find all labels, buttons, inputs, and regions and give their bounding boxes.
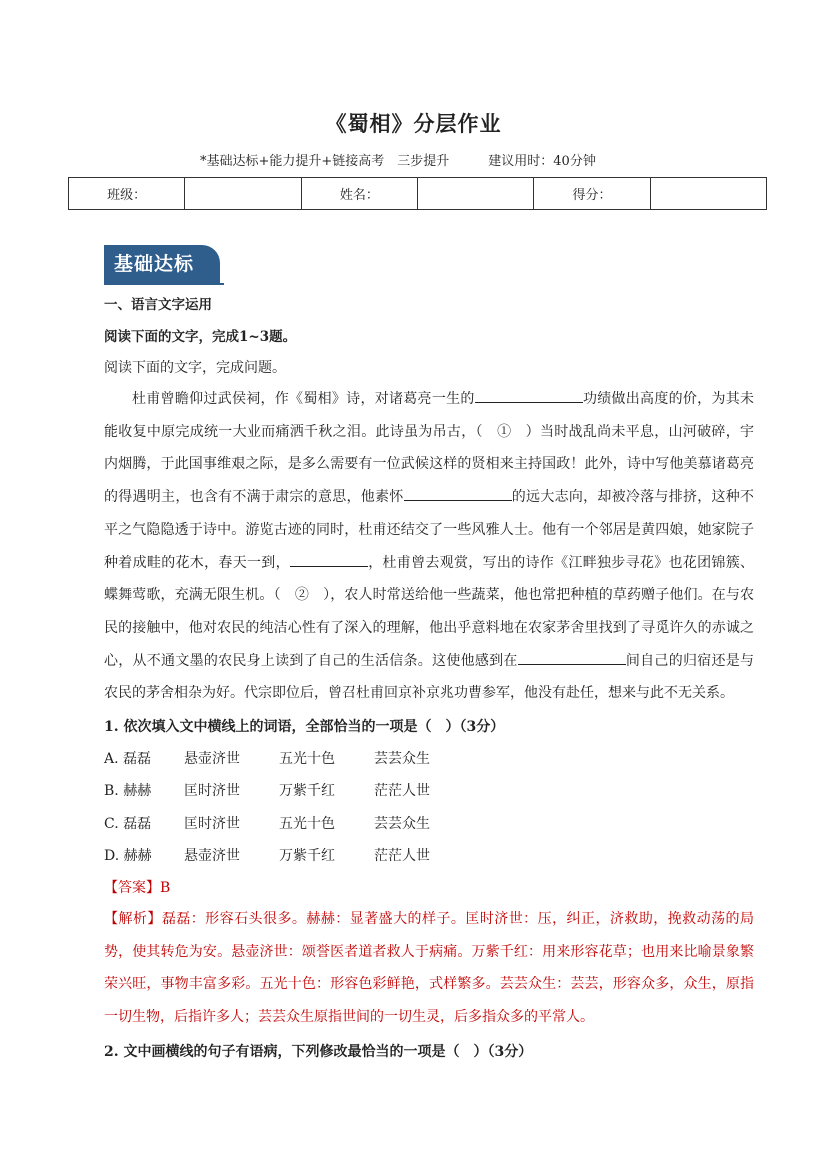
instruction-secondary: 阅读下面的文字，完成问题。 bbox=[104, 360, 286, 376]
option-b-4: 茫茫人世 bbox=[374, 783, 430, 799]
section-banner bbox=[104, 245, 220, 283]
passage-text-1: 杜甫曾瞻仰过武侯祠，作《蜀相》诗，对诸葛亮一生的 bbox=[132, 391, 475, 407]
option-d-2: 悬壶济世 bbox=[184, 848, 240, 864]
option-a-3: 五光十色 bbox=[279, 751, 335, 767]
passage-text-3: 的远大志向，却被冷落与排挤，这种不平之气隐隐透于诗中。游览古迹的同时，杜甫还结交了一些风雅人士。他有一个邻居是黄四娘，她家院子种着成畦的花木，春天一到， bbox=[104, 489, 755, 571]
name-field[interactable] bbox=[417, 178, 533, 210]
passage-text-5: 间自己的归宿还是与农民的茅舍相杂为好。代宗即位后，曾召杜甫回京补京兆功曹参军，他没有赴任，想来与此不无关系。 bbox=[104, 652, 755, 702]
explanation: 【解析】磊磊：形容石头很多。赫赫：显著盛大的样子。匡时济世：压，纠正，济救助，挽救动荡的局势，使其转危为安。悬壶济世：颂誉医者道者救人于病痛。万紫千红：用来形容花草；也用来比喻景象繁荣兴旺，事物丰富多彩。五光十色：形容色彩鲜艳，式样繁多。芸芸众生：芸芸，形容众多，众生，原指一切生物，后指许多人；芸芸众生原指世间的一切生灵，后多指众多的平常人。 bbox=[104, 911, 754, 1025]
passage-text-2: 功绩做出高度的价，为其未能收复中原完成统一大业而痛洒千秋之泪。此诗虽为吊古，（ ① ）当时战乱尚未平息，山河破碎，宇内烟腾，于此国事维艰之际，是多么需要有一位武候这样的贤相来主持国政！此外，诗中写他美慕诸葛亮的得遇明主，也含有不满于肃宗的意思，他素怀 bbox=[104, 391, 755, 506]
passage-text-4: ，杜甫曾去观赏，写出的诗作《江畔独步寻花》也花团锦簇、蝶舞莺歌，充满无限生机。（ ② ），农人时常送给他一些蔬菜，他也常把种植的草药赠子他们。在与农民的接触中，他对农民的纯洁心性有了深入的理解，他出乎意料地在农家茅舍里找到了寻觅许久的赤诚之心，从不通文墨的农民身上读到了自己的生活信条。这使他感到在 bbox=[104, 554, 755, 669]
name-label: 姓名： bbox=[301, 178, 417, 210]
question-2: 2. 文中画横线的句子有语病，下列修改最恰当的一项是（ ）（3分） bbox=[104, 1044, 533, 1060]
option-b-3: 万紫千红 bbox=[279, 783, 335, 799]
class-field[interactable] bbox=[185, 178, 301, 210]
page-title: 《蜀相》分层作业 bbox=[325, 111, 502, 136]
option-a-2: 悬壶济世 bbox=[184, 751, 240, 767]
option-c-1: C. 磊磊 bbox=[104, 816, 152, 832]
score-label: 得分： bbox=[534, 178, 650, 210]
option-b-1: B. 赫赫 bbox=[104, 783, 152, 799]
banner-label: 基础达标 bbox=[114, 253, 195, 275]
class-label: 班级： bbox=[69, 178, 185, 210]
option-a-1: A. 磊磊 bbox=[104, 751, 152, 767]
blank-3[interactable] bbox=[290, 552, 368, 567]
option-d-1: D. 赫赫 bbox=[104, 848, 152, 864]
option-b-2: 匡时济世 bbox=[184, 783, 240, 799]
banner-underline bbox=[104, 283, 224, 285]
section-heading: 一、语言文字运用 bbox=[104, 297, 212, 313]
option-d-4: 茫茫人世 bbox=[374, 848, 430, 864]
blank-4[interactable] bbox=[518, 650, 626, 665]
info-table bbox=[68, 177, 767, 210]
option-a-4: 芸芸众生 bbox=[374, 751, 430, 767]
option-c-2: 匡时济世 bbox=[184, 816, 240, 832]
option-d-3: 万紫千红 bbox=[279, 848, 335, 864]
instruction: 阅读下面的文字，完成1~3题。 bbox=[104, 329, 297, 345]
score-field[interactable] bbox=[650, 178, 766, 210]
option-c-3: 五光十色 bbox=[279, 816, 335, 832]
reading-passage bbox=[104, 383, 754, 710]
subtitle: *基础达标+能力提升+链接高考 三步提升 建议用时：40分钟 bbox=[200, 154, 596, 169]
question-1: 1. 依次填入文中横线上的词语，全部恰当的一项是（ ）（3分） bbox=[104, 719, 505, 735]
blank-2[interactable] bbox=[404, 486, 512, 501]
answer: 【答案】B bbox=[104, 880, 171, 896]
option-c-4: 芸芸众生 bbox=[374, 816, 430, 832]
blank-1[interactable] bbox=[475, 388, 583, 403]
